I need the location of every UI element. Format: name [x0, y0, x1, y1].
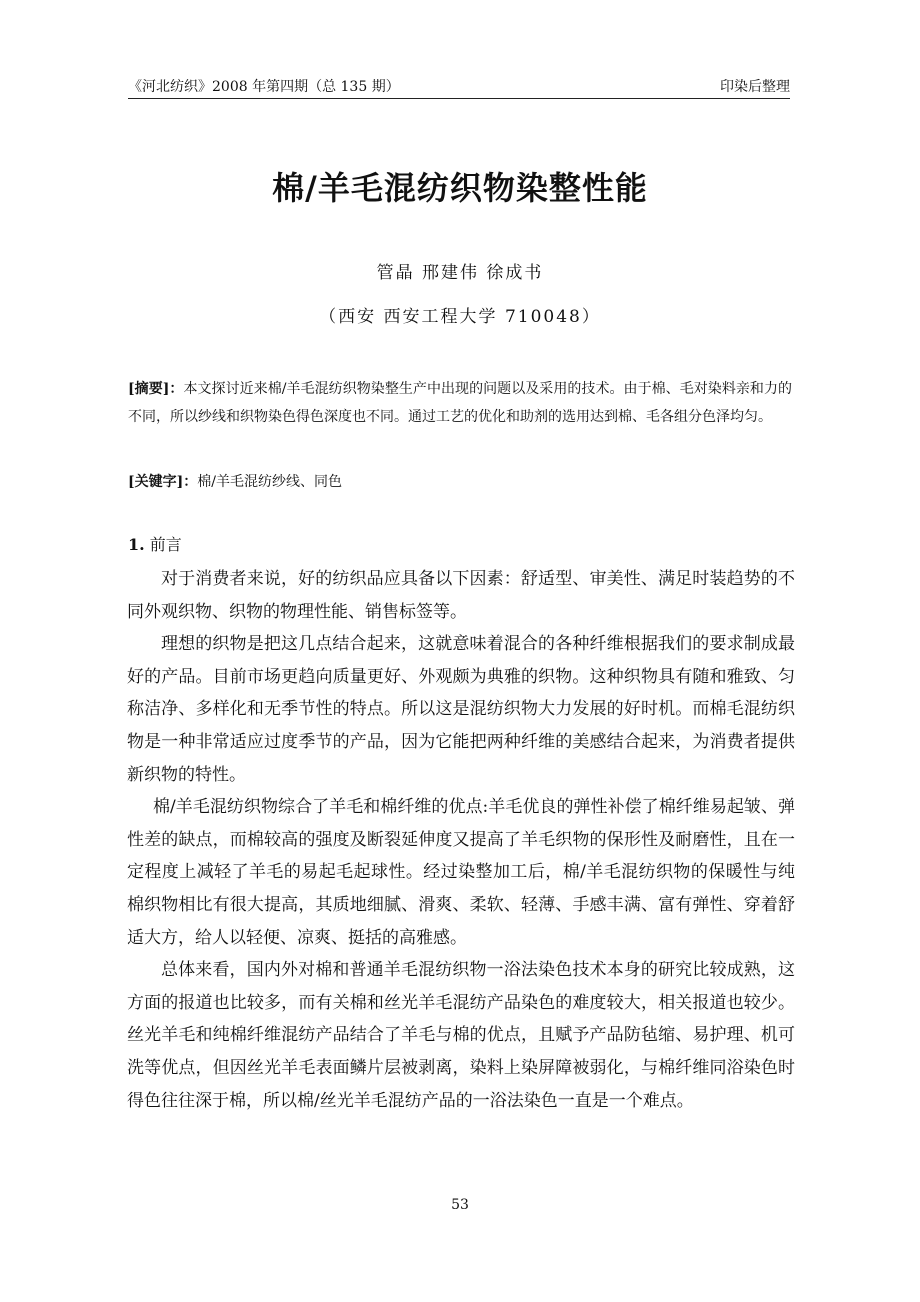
- journal-info: 《河北纺织》2008 年第四期（总 135 期）: [128, 79, 400, 95]
- section-body: [127, 563, 795, 1117]
- paragraph: 对于消费者来说，好的纺织品应具备以下因素：舒适型、审美性、满足时装趋势的不同外观织物、织物的物理性能、销售标签等。: [127, 569, 795, 622]
- paragraph: 总体来看，国内外对棉和普通羊毛混纺织物一浴法染色技术本身的研究比较成熟，这方面的报道也比较多，而有关棉和丝光羊毛混纺产品染色的难度较大，相关报道也较少。丝光羊毛和纯棉纤维混纺产品结合了羊毛与棉的优点，且赋予产品防毡缩、易护理、机可洗等优点，但因丝光羊毛表面鳞片层被剥离，染料上染屏障被弱化，与棉纤维同浴染色时得色往往深于棉，所以棉/丝光羊毛混纺产品的一浴法染色一直是一个难点。: [127, 960, 795, 1111]
- paragraph: 理想的织物是把这几点结合起来，这就意味着混合的各种纤维根据我们的要求制成最好的产品。目前市场更趋向质量更好、外观颇为典雅的织物。这种织物具有随和雅致、匀称洁净、多样化和无季节性的特点。所以这是混纺织物大力发展的好时机。而棉毛混纺织物是一种非常适应过度季节的产品，因为它能把两种纤维的美感结合起来，为消费者提供新织物的特性。: [127, 634, 795, 785]
- affiliation: （西安 西安工程大学 710048）: [319, 307, 601, 327]
- section-heading: [128, 533, 182, 557]
- page-number: 53: [451, 1197, 469, 1213]
- section-number: 1.: [128, 535, 145, 554]
- keywords: [128, 468, 792, 496]
- keywords-label: [关键字]：: [128, 474, 198, 490]
- paper-title: 棉/羊毛混纺织物染整性能: [272, 169, 648, 207]
- abstract-text: 本文探讨近来棉/羊毛混纺织物染整生产中出现的问题以及采用的技术。由于棉、毛对染料亲和力的不同，所以纱线和织物染色得色深度也不同。通过工艺的优化和助剂的选用达到棉、毛各组分色泽均匀。: [128, 381, 793, 425]
- running-header: [128, 76, 790, 99]
- abstract-label: [摘要]：: [128, 381, 184, 397]
- authors: 管晶 邢建伟 徐成书: [376, 263, 544, 283]
- paragraph: 棉/羊毛混纺织物综合了羊毛和棉纤维的优点:羊毛优良的弹性补偿了棉纤维易起皱、弹性差的缺点，而棉较高的强度及断裂延伸度又提高了羊毛织物的保形性及耐磨性，且在一定程度上减轻了羊毛的易起毛起球性。经过染整加工后，棉/羊毛混纺织物的保暖性与纯棉织物相比有很大提高，其质地细腻、滑爽、柔软、轻薄、手感丰满、富有弹性、穿着舒适大方，给人以轻便、凉爽、挺括的高雅感。: [127, 797, 795, 948]
- section-name: 印染后整理: [720, 79, 790, 95]
- keywords-text: 棉/羊毛混纺纱线、同色: [197, 474, 342, 490]
- section-title: 前言: [149, 535, 182, 554]
- abstract: [128, 375, 792, 431]
